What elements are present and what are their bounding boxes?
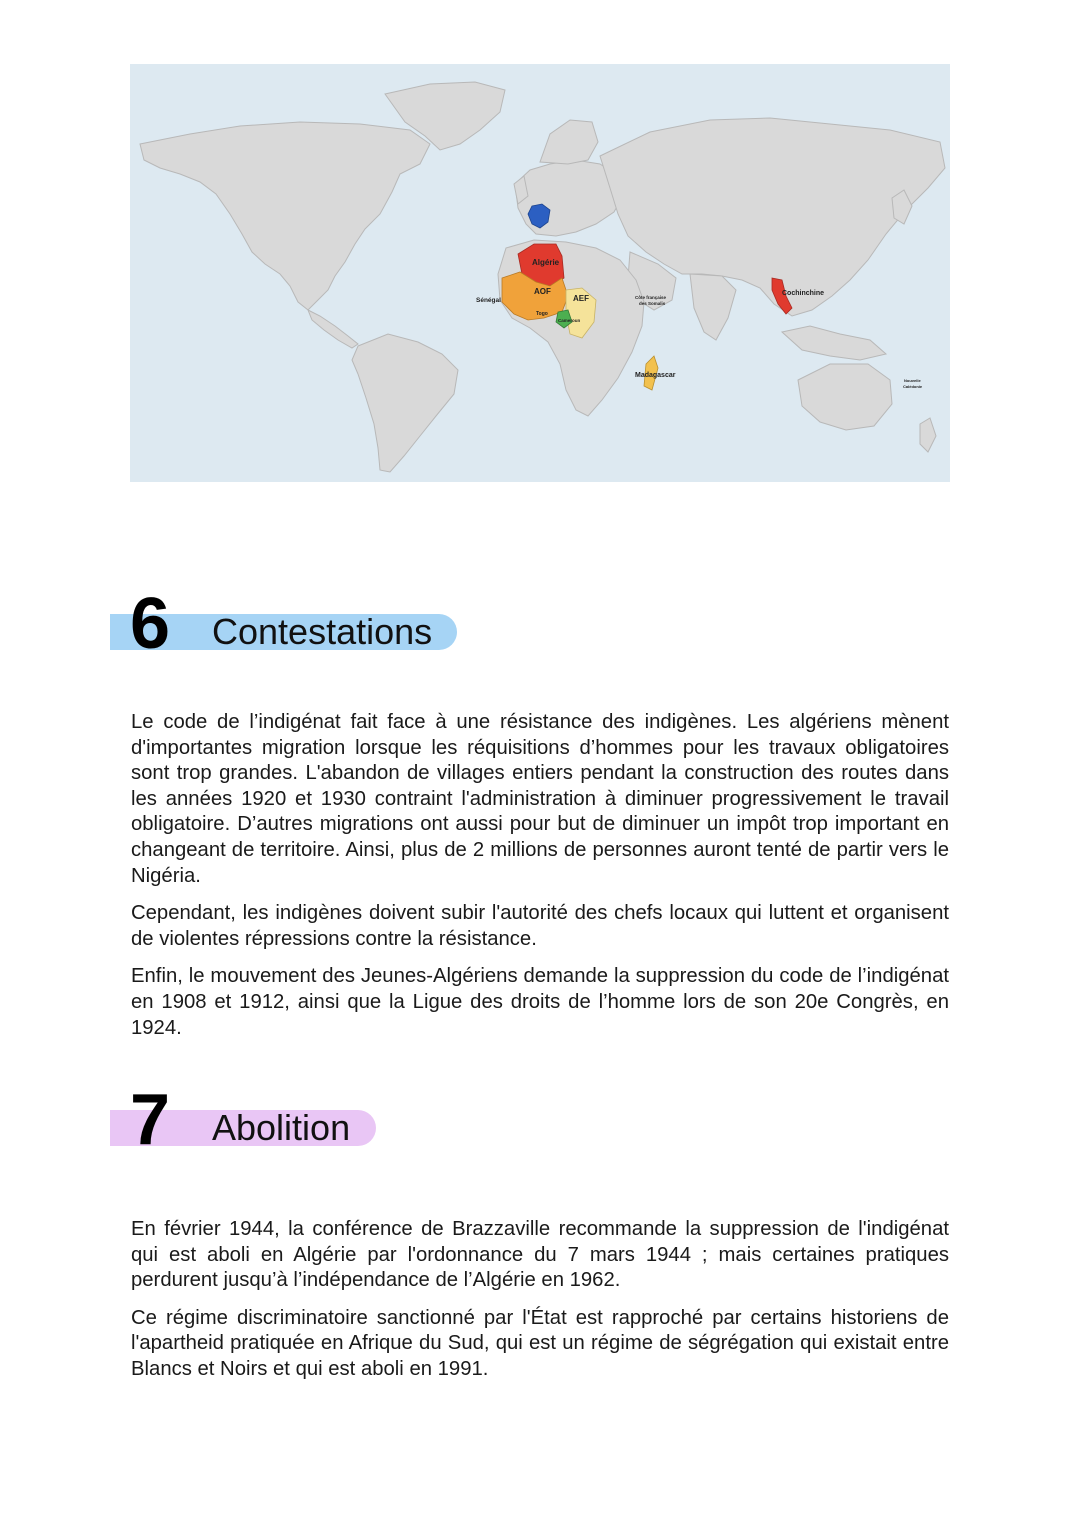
label-caledonie-1: Nouvelle bbox=[904, 378, 921, 383]
section-6-title: Contestations bbox=[212, 611, 433, 652]
section-7-title: Abolition bbox=[212, 1107, 351, 1148]
section-6-paragraph-1: Le code de l’indigénat fait face à une résistance des indigènes. Les algériens mènent d'importantes migration lorsque les réquisitions d’hommes pour les travaux obligatoires sont trop grandes. L'abandon de villages entiers pendant la construction des routes dans les années 1920 et 1930 contraint l'administration à diminuer progressivement le travail obligatoire. D’autres migrations ont aussi pour but de diminuer un impôt trop important en changeant de territoire. Ainsi, plus de 2 millions de personnes auront tenté de partir vers le Nigéria. bbox=[131, 711, 949, 887]
world-map-svg bbox=[130, 64, 950, 482]
section-7-paragraph-2: Ce régime discriminatoire sanctionné par l'État est rapproché par certains historiens de l'apartheid pratiquée en Afrique du Sud, qui est un régime de ségrégation qui existait entre Blancs et Noirs et qui est aboli en 1991. bbox=[131, 1306, 949, 1380]
section-6-number: 6 bbox=[130, 584, 171, 664]
label-algerie: Algérie bbox=[532, 258, 560, 267]
section-7-body bbox=[131, 1217, 949, 1395]
label-senegal: Sénégal bbox=[476, 297, 501, 304]
label-madagascar: Madagascar bbox=[635, 372, 676, 379]
label-aef: AEF bbox=[573, 294, 589, 303]
label-somalis-1: Côte française bbox=[635, 295, 667, 300]
label-caledonie-2: Calédonie bbox=[903, 384, 923, 389]
section-6-paragraph-2: Cependant, les indigènes doivent subir l'autorité des chefs locaux qui luttent et organisent de violentes répressions contre la résistance. bbox=[131, 902, 949, 950]
section-7-heading bbox=[110, 1080, 390, 1160]
colonial-empire-map bbox=[130, 64, 950, 482]
label-togo: Togo bbox=[536, 311, 548, 317]
label-cochinchine: Cochinchine bbox=[782, 290, 825, 297]
section-7-paragraph-1: En février 1944, la conférence de Brazzaville recommande la suppression de l'indigénat qui est aboli en Algérie par l'ordonnance du 7 mars 1944 ; mais certaines pratiques perdurent jusqu’à l’indépendance de l’Algérie en 1962. bbox=[131, 1218, 949, 1292]
label-aof: AOF bbox=[534, 287, 551, 296]
label-somalis-2: des Somalis bbox=[639, 301, 666, 306]
section-6-heading bbox=[110, 584, 470, 664]
section-7-number: 7 bbox=[130, 1080, 171, 1160]
label-cameroun: Cameroun bbox=[558, 318, 581, 323]
section-6-paragraph-3: Enfin, le mouvement des Jeunes-Algériens demande la suppression du code de l’indigénat en 1908 et 1912, ainsi que la Ligue des droits de l’homme lors de son 20e Congrès, en 1924. bbox=[131, 965, 949, 1039]
section-6-body bbox=[131, 710, 949, 1053]
